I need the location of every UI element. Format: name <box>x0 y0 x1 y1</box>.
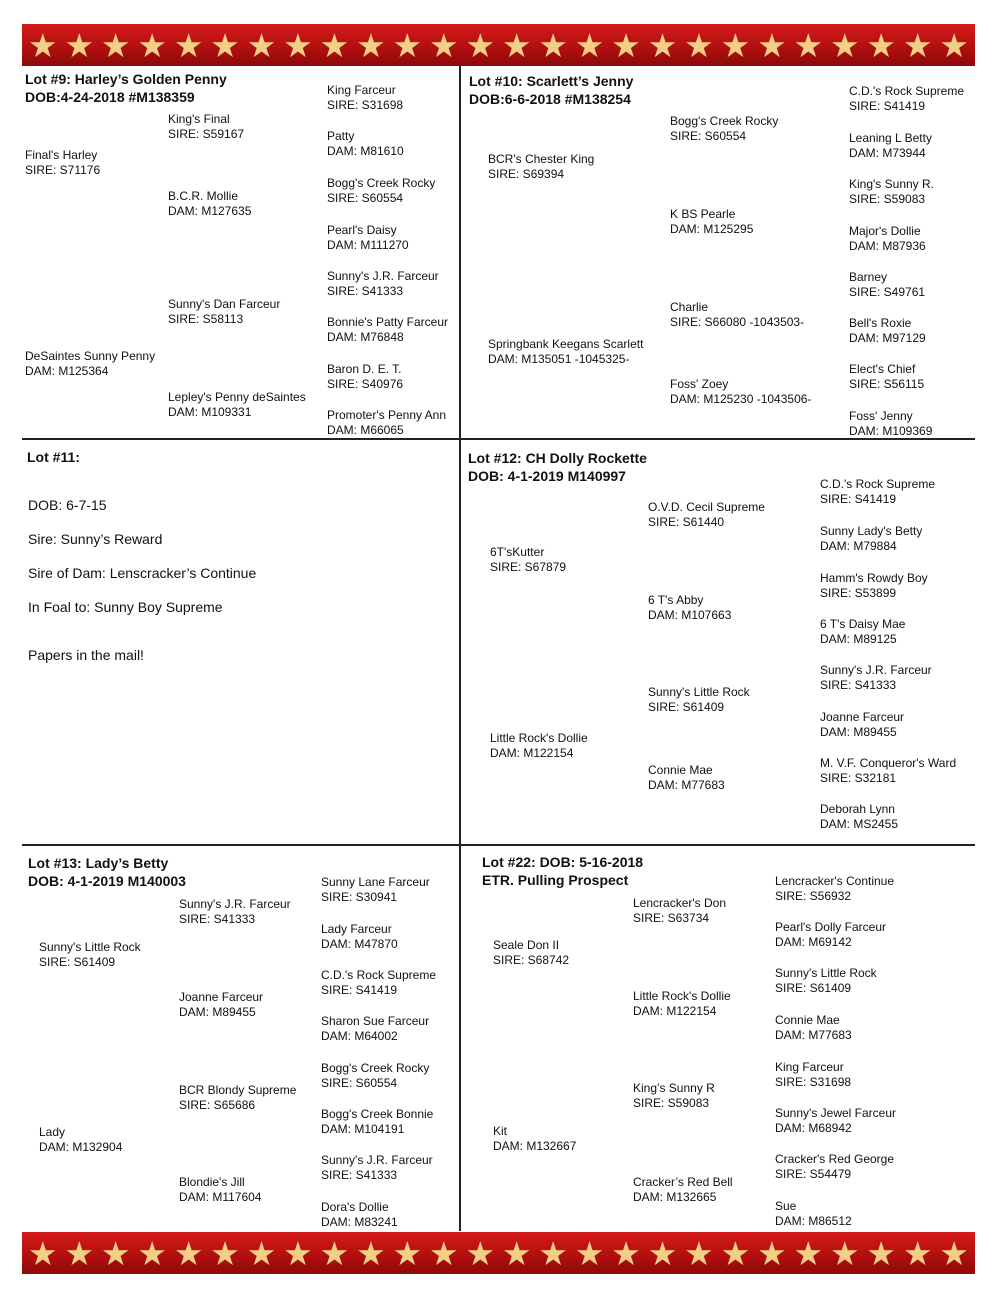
lot-22-gen3-entry: Connie Mae DAM: M77683 <box>775 1013 852 1042</box>
star-icon: ★ <box>866 25 897 65</box>
lot-9-gen2-entry: Sunny's Dan Farceur SIRE: S58113 <box>168 297 281 326</box>
lot-10-gen3-entry: Major's Dollie DAM: M87936 <box>849 224 926 253</box>
lot-12-gen3-entry: Deborah Lynn DAM: MS2455 <box>820 802 899 831</box>
lot-11-dob: DOB: 6-7-15 <box>28 497 107 513</box>
lot-10-gen3-entry: Leaning L Betty DAM: M73944 <box>849 131 932 160</box>
bottom-star-banner <box>22 1232 975 1274</box>
star-icon: ★ <box>173 25 204 65</box>
lot-22-dam: Kit DAM: M132667 <box>493 1124 577 1153</box>
lot-10-gen2-entry: Foss' Zoey DAM: M125230 -1043506- <box>670 377 812 406</box>
lot-9-dam: DeSaintes Sunny Penny DAM: M125364 <box>25 349 156 378</box>
star-icon: ★ <box>647 25 678 65</box>
lot-9-sire: Final's Harley SIRE: S71176 <box>25 148 101 177</box>
lot-13-sire: Sunny's Little Rock SIRE: S61409 <box>39 940 141 969</box>
lot-10-sire: BCR's Chester King SIRE: S69394 <box>488 152 595 181</box>
lot-9-gen2-entry: King's Final SIRE: S59167 <box>168 112 245 141</box>
star-icon: ★ <box>428 25 459 65</box>
lot-12-gen2-entry: Connie Mae DAM: M77683 <box>648 763 725 792</box>
star-icon: ★ <box>684 25 714 65</box>
lot-10-dob: DOB:6-6-2018 #M138254 <box>469 91 631 107</box>
star-icon: ★ <box>319 1233 350 1273</box>
lot-13-dam: Lady DAM: M132904 <box>39 1125 123 1154</box>
lot-9-dob: DOB:4-24-2018 #M138359 <box>25 89 195 105</box>
lot-12-sire: 6T'sKutter SIRE: S67879 <box>490 545 567 574</box>
lot-10-gen3-entry: Bell's Roxie DAM: M97129 <box>849 316 926 345</box>
column-divider <box>459 66 461 1231</box>
star-icon: ★ <box>64 25 95 65</box>
lot-10-gen3-entry: King's Sunny R. SIRE: S59083 <box>849 177 935 206</box>
lot-9-gen2-entry: B.C.R. Mollie DAM: M127635 <box>168 189 252 218</box>
star-icon: ★ <box>538 1233 568 1273</box>
lot-10-gen2-entry: Charlie SIRE: S66080 -1043503- <box>670 300 805 329</box>
lot-12-gen2-entry: O.V.D. Cecil Supreme SIRE: S61440 <box>648 500 765 529</box>
lot-22-gen2-entry: Lencracker's Don SIRE: S63734 <box>633 896 726 925</box>
lot-9-gen3-entry: Baron D. E. T. SIRE: S40976 <box>327 362 404 391</box>
lot-12-dam: Little Rock's Dollie DAM: M122154 <box>490 731 588 760</box>
lot-11-in-foal: In Foal to: Sunny Boy Supreme <box>28 599 223 615</box>
lot-12-gen3-entry: Sunny Lady's Betty DAM: M79884 <box>820 524 923 553</box>
star-icon: ★ <box>173 1233 204 1273</box>
lot-12-gen3-entry: M. V.F. Conqueror's Ward SIRE: S32181 <box>820 756 957 785</box>
star-icon: ★ <box>100 1233 131 1273</box>
star-icon: ★ <box>611 25 641 65</box>
star-icon: ★ <box>64 1233 95 1273</box>
lot-22-subtitle: ETR. Pulling Prospect <box>482 872 629 888</box>
lot-10-gen3-entry: C.D.'s Rock Supreme SIRE: S41419 <box>849 84 964 113</box>
star-icon: ★ <box>793 25 824 65</box>
star-icon: ★ <box>829 1233 860 1273</box>
star-icon: ★ <box>538 25 568 65</box>
lot-10-gen2-entry: Bogg's Creek Rocky SIRE: S60554 <box>670 114 779 143</box>
lot-11-sire-of-dam: Sire of Dam: Lenscracker’s Continue <box>28 565 257 581</box>
lot-13-gen3-entry: Dora's Dollie DAM: M83241 <box>321 1200 398 1229</box>
star-icon: ★ <box>392 1233 423 1273</box>
lot-13-gen3-entry: C.D.'s Rock Supreme SIRE: S41419 <box>321 968 436 997</box>
star-icon: ★ <box>501 1233 532 1273</box>
lot-22-gen2-entry: Little Rock's Dollie DAM: M122154 <box>633 989 731 1018</box>
star-icon: ★ <box>356 25 386 65</box>
lot-12-title: Lot #12: CH Dolly Rockette <box>468 450 647 466</box>
star-icon: ★ <box>684 1233 714 1273</box>
lot-13-gen3-entry: Sharon Sue Farceur DAM: M64002 <box>321 1014 430 1043</box>
top-star-banner <box>22 24 975 66</box>
star-icon: ★ <box>28 1233 58 1273</box>
lot-9-gen2-entry: Lepley's Penny deSaintes DAM: M109331 <box>168 390 306 419</box>
lot-13-gen2-entry: Joanne Farceur DAM: M89455 <box>179 990 264 1019</box>
star-icon: ★ <box>793 1233 824 1273</box>
lot-13-gen3-entry: Sunny Lane Farceur SIRE: S30941 <box>321 875 430 904</box>
star-icon: ★ <box>210 25 240 65</box>
star-icon: ★ <box>392 25 423 65</box>
star-icon: ★ <box>246 1233 277 1273</box>
star-icon: ★ <box>283 25 313 65</box>
star-icon: ★ <box>501 25 532 65</box>
lot-11-title: Lot #11: <box>27 449 80 465</box>
lot-9-gen3-entry: Sunny's J.R. Farceur SIRE: S41333 <box>327 269 439 298</box>
lot-12-gen3-entry: Sunny's J.R. Farceur SIRE: S41333 <box>820 663 932 692</box>
star-icon: ★ <box>939 25 969 65</box>
lot-22-sire: Seale Don II SIRE: S68742 <box>493 938 570 967</box>
lot-13-gen2-entry: BCR Blondy Supreme SIRE: S65686 <box>179 1083 297 1112</box>
lot-13-gen3-entry: Bogg's Creek Bonnie DAM: M104191 <box>321 1107 434 1136</box>
star-icon: ★ <box>574 1233 605 1273</box>
lot-10-dam: Springbank Keegans Scarlett DAM: M135051 -1045325- <box>488 337 644 366</box>
star-icon: ★ <box>465 25 496 65</box>
star-icon: ★ <box>757 1233 787 1273</box>
lot-9-title: Lot #9: Harley’s Golden Penny <box>25 71 227 87</box>
lot-22-gen3-entry: Sue DAM: M86512 <box>775 1199 852 1228</box>
star-icon: ★ <box>902 1233 933 1273</box>
lot-12-gen3-entry: C.D.'s Rock Supreme SIRE: S41419 <box>820 477 935 506</box>
lot-13-gen2-entry: Sunny's J.R. Farceur SIRE: S41333 <box>179 897 291 926</box>
lot-22-gen3-entry: Cracker's Red George SIRE: S54479 <box>775 1152 895 1181</box>
lot-13-title: Lot #13: Lady’s Betty <box>28 855 169 871</box>
lot-10-gen3-entry: Barney SIRE: S49761 <box>849 270 926 299</box>
lot-22-gen3-entry: King Farceur SIRE: S31698 <box>775 1060 852 1089</box>
star-icon: ★ <box>137 1233 167 1273</box>
star-icon: ★ <box>356 1233 386 1273</box>
star-icon: ★ <box>611 1233 641 1273</box>
lot-12-dob: DOB: 4-1-2019 M140997 <box>468 468 626 484</box>
star-icon: ★ <box>428 1233 459 1273</box>
lot-13-gen3-entry: Bogg's Creek Rocky SIRE: S60554 <box>321 1061 430 1090</box>
star-icon: ★ <box>902 25 933 65</box>
lot-9-gen3-entry: Promoter's Penny Ann DAM: M66065 <box>327 408 447 437</box>
star-icon: ★ <box>939 1233 969 1273</box>
lot-9-gen3-entry: Bogg's Creek Rocky SIRE: S60554 <box>327 176 436 205</box>
lot-22-gen3-entry: Sunny's Jewel Farceur DAM: M68942 <box>775 1106 897 1135</box>
star-icon: ★ <box>647 1233 678 1273</box>
lot-13-gen3-entry: Sunny's J.R. Farceur SIRE: S41333 <box>321 1153 433 1182</box>
star-icon: ★ <box>246 25 277 65</box>
lot-11-papers-note: Papers in the mail! <box>28 647 144 663</box>
star-icon: ★ <box>465 1233 496 1273</box>
star-icon: ★ <box>210 1233 240 1273</box>
star-icon: ★ <box>28 25 58 65</box>
lot-22-gen3-entry: Sunny's Little Rock SIRE: S61409 <box>775 966 877 995</box>
lot-13-gen3-entry: Lady Farceur DAM: M47870 <box>321 922 398 951</box>
lot-9-gen3-entry: King Farceur SIRE: S31698 <box>327 83 404 112</box>
lot-22-title: Lot #22: DOB: 5-16-2018 <box>482 854 644 870</box>
lot-22-gen3-entry: Pearl's Dolly Farceur DAM: M69142 <box>775 920 886 949</box>
lot-9-gen3-entry: Pearl's Daisy DAM: M111270 <box>327 223 409 252</box>
star-icon: ★ <box>319 25 350 65</box>
star-icon: ★ <box>283 1233 313 1273</box>
row-divider <box>22 844 975 846</box>
lot-22-gen2-entry: King’s Sunny R SIRE: S59083 <box>633 1081 715 1110</box>
lot-22-gen3-entry: Lencracker's Continue SIRE: S56932 <box>775 874 895 903</box>
star-icon: ★ <box>100 25 131 65</box>
lot-9-gen3-entry: Patty DAM: M81610 <box>327 129 404 158</box>
lot-10-title: Lot #10: Scarlett’s Jenny <box>469 73 634 89</box>
star-icon: ★ <box>829 25 860 65</box>
lot-9-gen3-entry: Bonnie's Patty Farceur DAM: M76848 <box>327 315 449 344</box>
star-icon: ★ <box>866 1233 897 1273</box>
star-icon: ★ <box>137 25 167 65</box>
row-divider <box>22 438 975 440</box>
lot-11-sire: Sire: Sunny’s Reward <box>28 531 163 547</box>
lot-12-gen3-entry: Hamm's Rowdy Boy SIRE: S53899 <box>820 571 928 600</box>
lot-13-dob: DOB: 4-1-2019 M140003 <box>28 873 186 889</box>
star-icon: ★ <box>757 25 787 65</box>
star-icon: ★ <box>720 25 751 65</box>
lot-12-gen2-entry: 6 T's Abby DAM: M107663 <box>648 593 732 622</box>
lot-13-gen2-entry: Blondie's Jill DAM: M117604 <box>179 1175 262 1204</box>
lot-12-gen3-entry: 6 T's Daisy Mae DAM: M89125 <box>820 617 906 646</box>
lot-22-gen2-entry: Cracker’s Red Bell DAM: M132665 <box>633 1175 733 1204</box>
lot-10-gen3-entry: Foss' Jenny DAM: M109369 <box>849 409 933 438</box>
lot-12-gen3-entry: Joanne Farceur DAM: M89455 <box>820 710 905 739</box>
star-icon: ★ <box>720 1233 751 1273</box>
lot-12-gen2-entry: Sunny's Little Rock SIRE: S61409 <box>648 685 750 714</box>
star-icon: ★ <box>574 25 605 65</box>
lot-10-gen3-entry: Elect's Chief SIRE: S56115 <box>849 362 925 391</box>
lot-10-gen2-entry: K BS Pearle DAM: M125295 <box>670 207 754 236</box>
